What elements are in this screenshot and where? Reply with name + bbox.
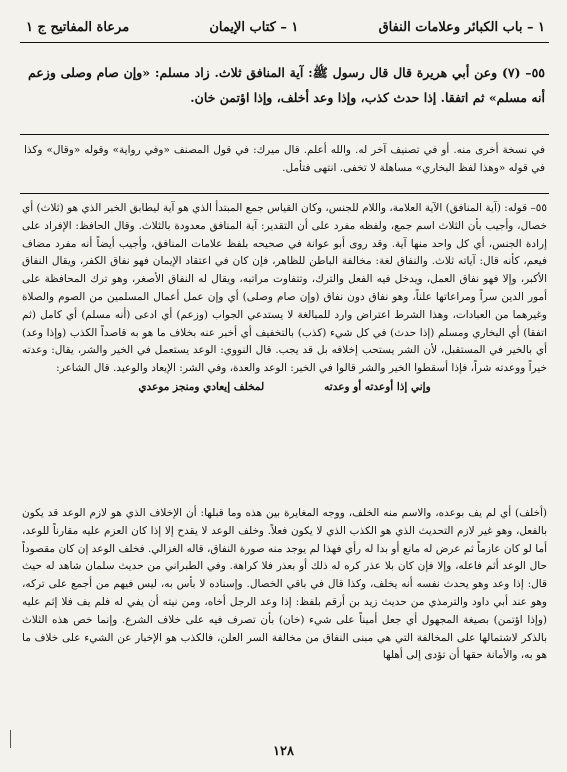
header-book-title: مرعاة المفاتيح ج ١	[26, 19, 130, 35]
commentary-block	[22, 200, 547, 398]
running-header	[26, 14, 545, 40]
header-kitab: ١ – كتاب الإيمان	[209, 19, 299, 35]
hadith-text: ٥٥– (٧) وعن أبي هريرة قال قال رسول ﷺ: آية المنافق ثلاث. زاد مسلم: «وإن صام وصلى وزعم أنه مسلم» ثم اتفقا. إذا حدث كذب، وإذا وعد أخلف، وإذا اؤتمن خان.	[28, 65, 545, 105]
commentary-paragraph-1: ٥٥– قوله: (آية المنافق) الآية العلامة، واللام للجنس، وكان القياس جمع المبتدأ الذي هو آية ليطابق الخبر الذي هو (ثلاث) أي خصال، وأجيب بأن الثلاث اسم جمع، ولفظه مفرد على أن التقدير: آية المنافق معدودة بالثلاث. وقال الحافظ: الإفراد على إرادة الجنس، أي كل واحد منها آية. وقد روى أبو عوانة في صحيحه بلفظ علامات المنافق، وأجيب أيضاً أنه مفرد مضاف فيعم، كأنه قال: آياته ثلاث. والنفاق لغة: مخالفة الباطن للظاهر، فإن كان في اعتقاد الإيمان فهو نفاق الكفر، ويقال النفاق الأكبر، وإلا فهو نفاق العمل، ويدخل فيه الفعل والترك، وتتفاوت مراتبه، ويقال له النفاق الأصغر، وهو ترك المحافظة على أمور الدين سراً ومراعاتها علناً، وهو نفاق دون نفاق (وإن صام وصلى) أي وإن عمل أعمال المسلمين من الصوم والصلاة وغيرهما من العبادات، وهذا الشرط اعتراض وارد للمبالغة لا يستدعي الجواب (وزعم) أي ادعى (أنه مسلم) أي كامل (ثم اتفقا) أي البخاري ومسلم (إذا حدث) في كل شيء (كذب) بالتخفيف أي أخبر عنه بخلاف ما هو به قاصداً الكذب (وإذا وعد) أي بالخير في المستقبل، لأن الشر يستحب إخلافه بل قد يجب. قال النووي: الوعد يستعمل في الخير والشر، يقال: وعدته خيراً ووعدته شراً، فإذا أسقطوا الخير والشر قالوا في الخير: الوعد والعدة، وفي الشر: الإيعاد والوعيد. قال الشاعر:	[22, 202, 547, 375]
poetry-verse	[22, 379, 547, 397]
verse-first-hemistich: وإني إذا أوعدته أو وعدته	[324, 380, 431, 393]
verse-second-hemistich: لمخلف إيعادي ومنجز موعدي	[138, 380, 265, 393]
commentary-paragraph-2: (أخلف) أي لم يف بوعده، والاسم منه الخلف، ووجه المغايرة بين هذه وما قبلها: أن الإخلاف الذي هو لازم الوعد قد يكون بالفعل، وهو غير لازم التحديث الذي هو الكذب الذي لا يكون فعلاً. وخلف الوعد لا يقدح إلا إذا كان العزم عليه مقارناً للوعد، أما لو كان عازماً ثم عرض له مانع أو بدا له رأي فهذا لم يوجد منه صورة النفاق، قاله الغزالي. فخلف الوعد إن كان مقصوداً حال الوعد أثم فاعله، وإلا فإن كان بلا عذر كره له ذلك أو بعذر فلا كراهة. وفي الطبراني من حديث سلمان شاهد له حيث قال: إذا وعد وهو يحدث نفسه أنه يخلف، وكذا قال في باقي الخصال. وإسناده لا بأس به، ليس فيهم من أجمع على تركه، وهو عند أبي داود والترمذي من حديث زيد بن أرقم بلفظ: إذا وعد الرجل أخاه، ومن نيته أن يفي له فلم يف فلا إثم عليه (وإذا اؤتمن) بصيغة المجهول أي جعل أميناً على شيء (خان) بأن تصرف فيه على خلاف الشرع. وإنما خص هذه الثلاث بالذكر لاشتمالها على المخالفة التي هي مبنى النفاق من مخالفة السر العلن، فالكذب هو الإخبار عن الشيء على خلاف ما هو به، والأمانة حقها أن تؤدى إلى أهلها	[22, 507, 547, 662]
page-number: ١٢٨	[273, 744, 294, 759]
margin-mark	[10, 730, 19, 748]
header-rule	[20, 42, 549, 43]
text-rule	[20, 134, 549, 135]
footnote-rule	[20, 193, 549, 194]
header-bab: ١ – باب الكبائر وعلامات النفاق	[378, 19, 545, 35]
footnote-text: في نسخة أخرى منه. أو في تصنيف آخر له. والله أعلم. قال ميرك: في قول المصنف «وفي رواية» وقوله «وقال» وكذا في قوله «وهذا لفظ البخاري» مساهلة لا تخفى. انتهى فتأمل.	[24, 144, 545, 174]
